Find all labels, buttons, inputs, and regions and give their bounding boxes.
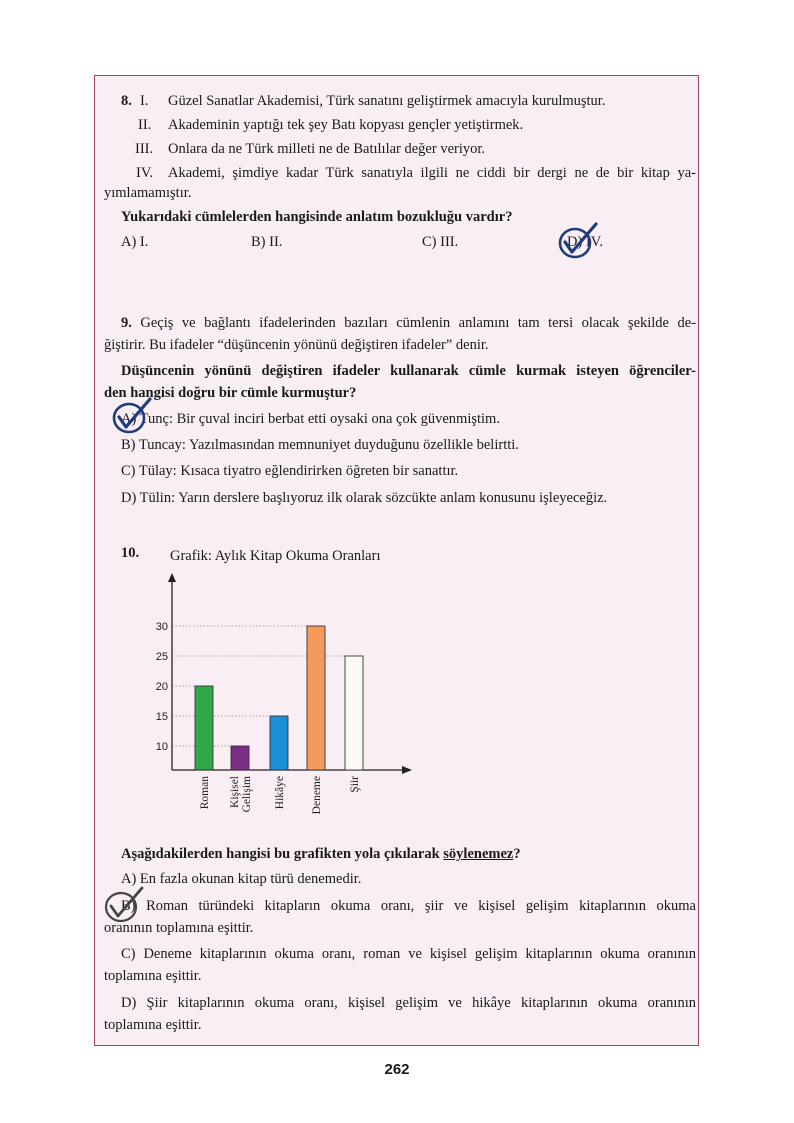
chart-title: Grafik: Aylık Kitap Okuma Oranları: [170, 548, 381, 564]
q9-option-b[interactable]: B) Tuncay: Yazılmasından memnuniyet duyduğunu özellikle belirtti.: [121, 437, 519, 453]
q8-sentence-2: Akademinin yaptığı tek şey Batı kopyası gençler yetiştirmek.: [168, 117, 524, 133]
q8-sentence-4b: yımlamamıştır.: [104, 185, 192, 201]
y-tick-label: 10: [155, 741, 168, 753]
q9-question-b: den hangisi doğru bir cümle kurmuştur?: [104, 385, 357, 401]
bar-chart: [150, 570, 430, 830]
q10-option-b-b: oranının toplamına eşittir.: [104, 920, 254, 936]
q9-option-a[interactable]: A) Tunç: Bir çuval inciri berbat etti oysaki ona çok güvenmiştim.: [121, 411, 500, 427]
check-mark-icon: [110, 397, 156, 437]
q8-sentence-3: Onlara da ne Türk milleti ne de Batılılar değer veriyor.: [168, 141, 486, 157]
q10-question-text: Aşağıdakilerden hangisi bu grafikten yola çıkılarak: [121, 846, 444, 862]
y-tick-label: 30: [155, 621, 168, 633]
q10-option-d-a[interactable]: D) Şiir kitaplarının okuma oranı, kişisel gelişim ve hikâye kitaplarının okuma oranının: [121, 995, 696, 1011]
check-mark-icon: [556, 222, 602, 262]
bar: [345, 656, 363, 770]
x-tick-label: Roman: [199, 776, 211, 810]
q8-sentence-1: Güzel Sanatlar Akademisi, Türk sanatını geliştirmek amacıyla kurulmuştur.: [168, 93, 606, 109]
x-tick-label: Hikâye: [274, 776, 286, 810]
q10-option-a[interactable]: A) En fazla okunan kitap türü denemedir.: [121, 871, 362, 887]
page-number: 262: [384, 1061, 410, 1078]
q8-s4-num: IV.: [136, 165, 154, 181]
bar: [195, 686, 213, 770]
q9-paragraph-b: ğiştirir. Bu ifadeler “düşüncenin yönünü değiştiren ifadeler” denir.: [104, 337, 489, 353]
x-tick-label: Şiir: [349, 776, 361, 793]
x-tick-label: Deneme: [311, 776, 323, 815]
q9-option-d[interactable]: D) Tülin: Yarın derslere başlıyoruz ilk olarak sözcükte anlam konusunu işleyeceğiz.: [121, 490, 608, 506]
y-tick-label: 15: [155, 711, 168, 723]
x-tick-label: Kişisel: [229, 776, 241, 808]
y-axis-arrow: [168, 573, 176, 582]
q10-option-b-a[interactable]: B) Roman türündeki kitapların okuma oranı, şiir ve kişisel gelişim kitaplarının okuma: [121, 898, 696, 914]
x-tick-label: Gelişim: [241, 776, 253, 813]
q8-question: Yukarıdaki cümlelerden hangisinde anlatım bozukluğu vardır?: [121, 209, 513, 225]
q8-option-a[interactable]: A) I.: [121, 234, 149, 250]
bar: [270, 716, 288, 770]
q9-intro: Geçiş ve bağlantı ifadelerinden bazıları cümlenin anlamını tam tersi olacak şekilde de-: [140, 315, 697, 331]
q10-question-negation: söylenemez: [443, 846, 514, 862]
check-mark-icon: [102, 886, 148, 926]
q8-number: 8.: [121, 93, 132, 109]
y-tick-label: 20: [155, 681, 168, 693]
bar: [231, 746, 249, 770]
bar: [307, 626, 325, 770]
q8-s3-num: III.: [135, 141, 154, 157]
q8-option-b[interactable]: B) II.: [251, 234, 283, 250]
q8-option-c[interactable]: C) III.: [422, 234, 459, 250]
y-tick-label: 25: [155, 651, 168, 663]
q10-question: [121, 845, 521, 863]
q10-number: 10.: [121, 545, 140, 561]
x-axis-arrow: [402, 766, 412, 774]
q10-option-c-a[interactable]: C) Deneme kitaplarının okuma oranı, roman ve kişisel gelişim kitaplarının okuma oranının: [121, 946, 696, 962]
q9-question-a: Düşüncenin yönünü değiştiren ifadeler kullanarak cümle kurmak isteyen öğrenciler-: [121, 363, 696, 379]
q9-paragraph-a: [121, 314, 696, 332]
q8-sentence-4a: Akademi, şimdiye kadar Türk sanatıyla ilgili ne ciddi bir dergi ne de bir kitap ya-: [168, 165, 696, 181]
q8-option-d[interactable]: D) IV.: [567, 234, 603, 250]
q8-s2-num: II.: [138, 117, 152, 133]
q10-option-c-b: toplamına eşittir.: [104, 968, 202, 984]
q8-s1-num: I.: [140, 93, 149, 109]
q10-option-d-b: toplamına eşittir.: [104, 1017, 202, 1033]
q10-question-mark: ?: [513, 846, 521, 862]
q9-option-c[interactable]: C) Tülay: Kısaca tiyatro eğlendirirken öğreten bir sanattır.: [121, 463, 459, 479]
q9-number: 9.: [121, 315, 132, 331]
